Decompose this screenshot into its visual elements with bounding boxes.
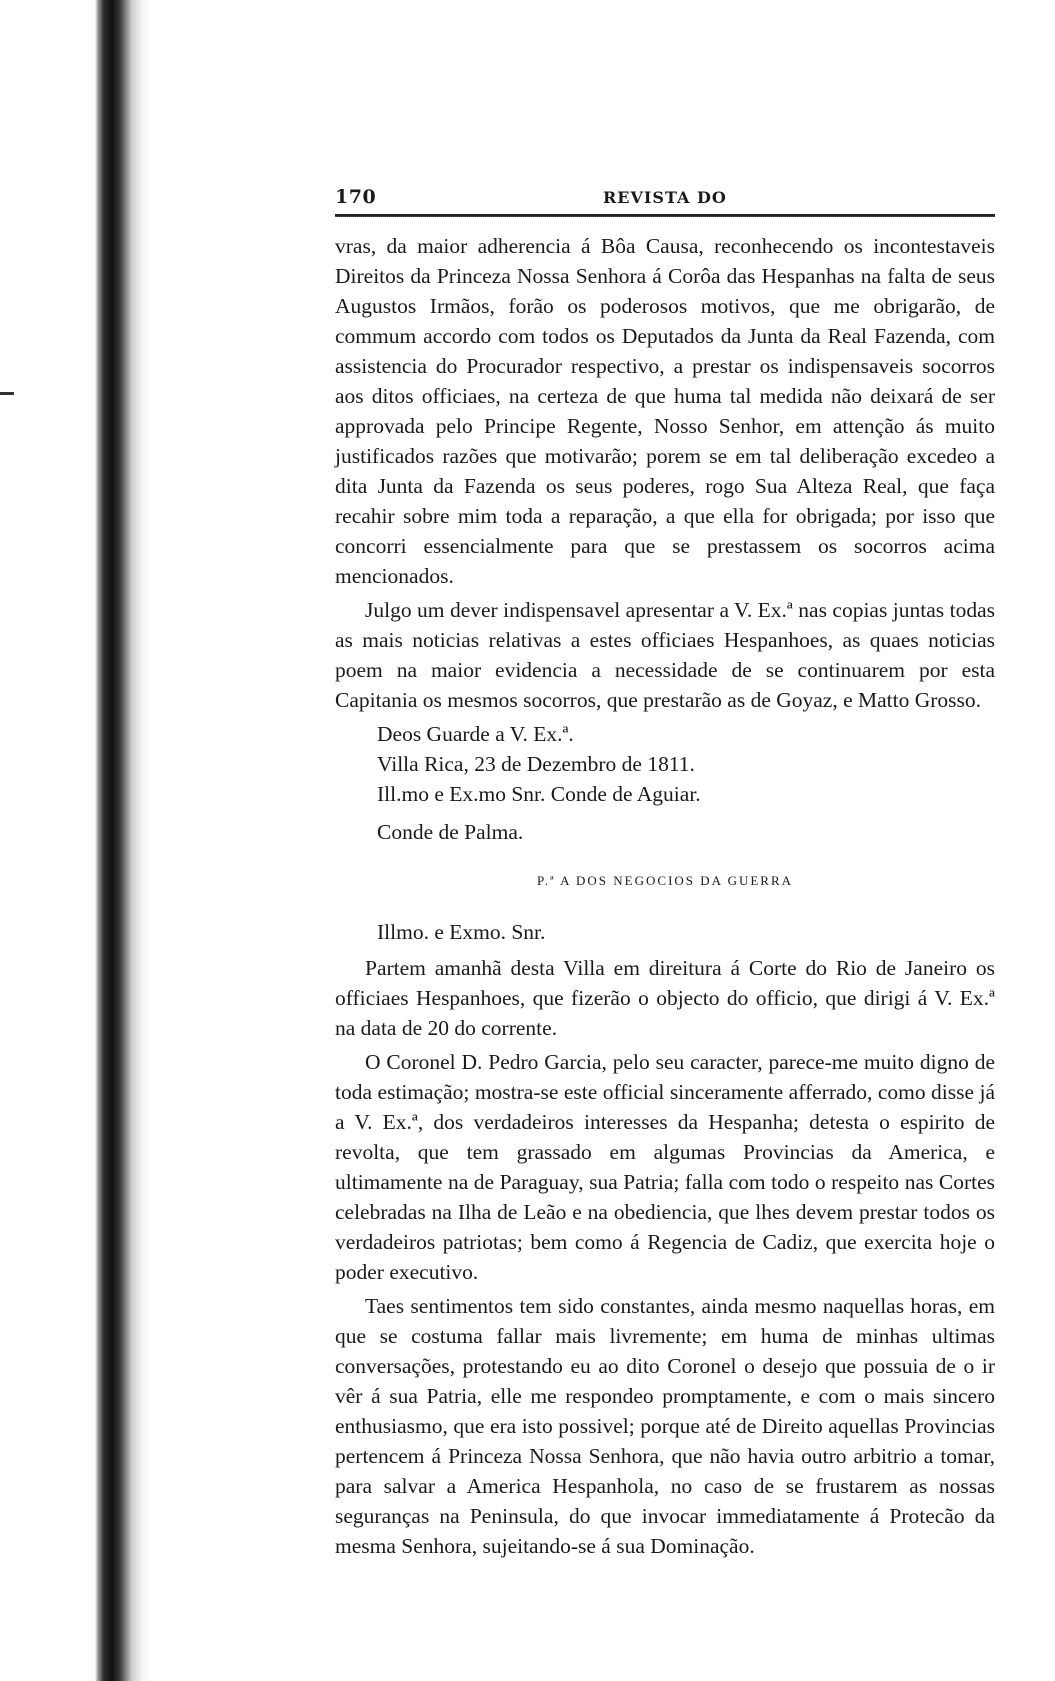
journal-title: REVISTA DO (603, 188, 727, 207)
closing-line: Ill.mo e Ex.mo Snr. Conde de Aguiar. (377, 782, 701, 806)
margin-mark (0, 392, 14, 395)
letter1-paragraph-2: Julgo um dever indispensavel apresentar a V. Ex.ª nas copias juntas todas as mais noticias relativas a estes officiaes Hespanhoes, as quaes noticias poem na maior evidencia a necessidade de se continuarem por esta Capitania os mesmos socorros, que prestarão as de Goyaz, e Matto Grosso. (335, 598, 995, 712)
book-binding-shadow (0, 0, 150, 1681)
letter1-paragraph-1: vras, da maior adherencia á Bôa Causa, reconhecendo os incontestaveis Direitos da Princeza Nossa Senhora á Corôa das Hespanhas na falta de seus Augustos Irmãos, forão os poderosos motivos, que me obrigarão, de commum accordo com todos os Deputados da Junta da Real Fazenda, com assistencia do Procurador respectivo, a prestar os indispensaveis socorros aos ditos officiaes, na certeza de que huma tal medida não deixará de ser approvada pelo Principe Regente, Nosso Senhor, em attenção ás muito justificados razões que motivarão; porem se em tal deliberação excedeo a dita Junta da Fazenda os seus poderes, rogo Sua Alteza Real, que faça recahir sobre mim toda a reparação, a que ella for obrigada; por isso que concorri essencialmente para que se prestassem os socorros acima mencionados. (335, 234, 995, 588)
book-page (335, 180, 995, 1561)
letter2-paragraph-1: Partem amanhã desta Villa em direitura á Corte do Rio de Janeiro os officiaes Hespanhoes, que fizerão o objecto do officio, que dirigi á V. Ex.ª na data de 20 do corrente. (335, 956, 995, 1040)
closing-line: Villa Rica, 23 de Dezembro de 1811. (377, 752, 695, 776)
signature: Conde de Palma. (377, 820, 524, 844)
header-rule (335, 214, 995, 217)
letter2-paragraph-3: Taes sentimentos tem sido constantes, ainda mesmo naquellas horas, em que se costuma fallar mais livremente; em huma de minhas ultimas conversações, protestando eu ao dito Coronel o desejo que possuia de o ir vêr á sua Patria, elle me respondeo promptamente, e com o mais sincero enthusiasmo, que era isto possivel; porque até de Direito aquellas Provincias pertencem á Princeza Nossa Senhora, que não havia outro arbitrio a tomar, para salvar a America Hespanhola, no caso de se frustarem as nossas seguranças na Peninsula, do que invocar immediatamente á Protecão da mesma Senhora, sujeitando-se á sua Dominação. (335, 1294, 995, 1558)
section-heading: P.ª A DOS NEGOCIOS DA GUERRA (536, 873, 794, 888)
letter2-paragraph-2: O Coronel D. Pedro Garcia, pelo seu caracter, parece-me muito digno de toda estimação; mostra-se este official sinceramente afferrado, como disse já a V. Ex.ª, dos verdadeiros interesses da Hespanha; detesta o espirito de revolta, que tem grassado em algumas Provincias da America, e ultimamente na de Paraguay, sua Patria; falla com todo o respeito nas Cortes celebradas na Ilha de Leão e na obediencia, que lhes devem prestar todos os verdadeiros patriotas; bem como á Regencia de Cadiz, que exercita hoje o poder executivo. (335, 1050, 995, 1284)
page-number: 170 (335, 186, 377, 208)
letter2-salutation: Illmo. e Exmo. Snr. (377, 920, 546, 944)
letter1-closing (335, 719, 995, 847)
closing-line: Deos Guarde a V. Ex.ª. (377, 722, 574, 746)
running-head (335, 180, 995, 210)
